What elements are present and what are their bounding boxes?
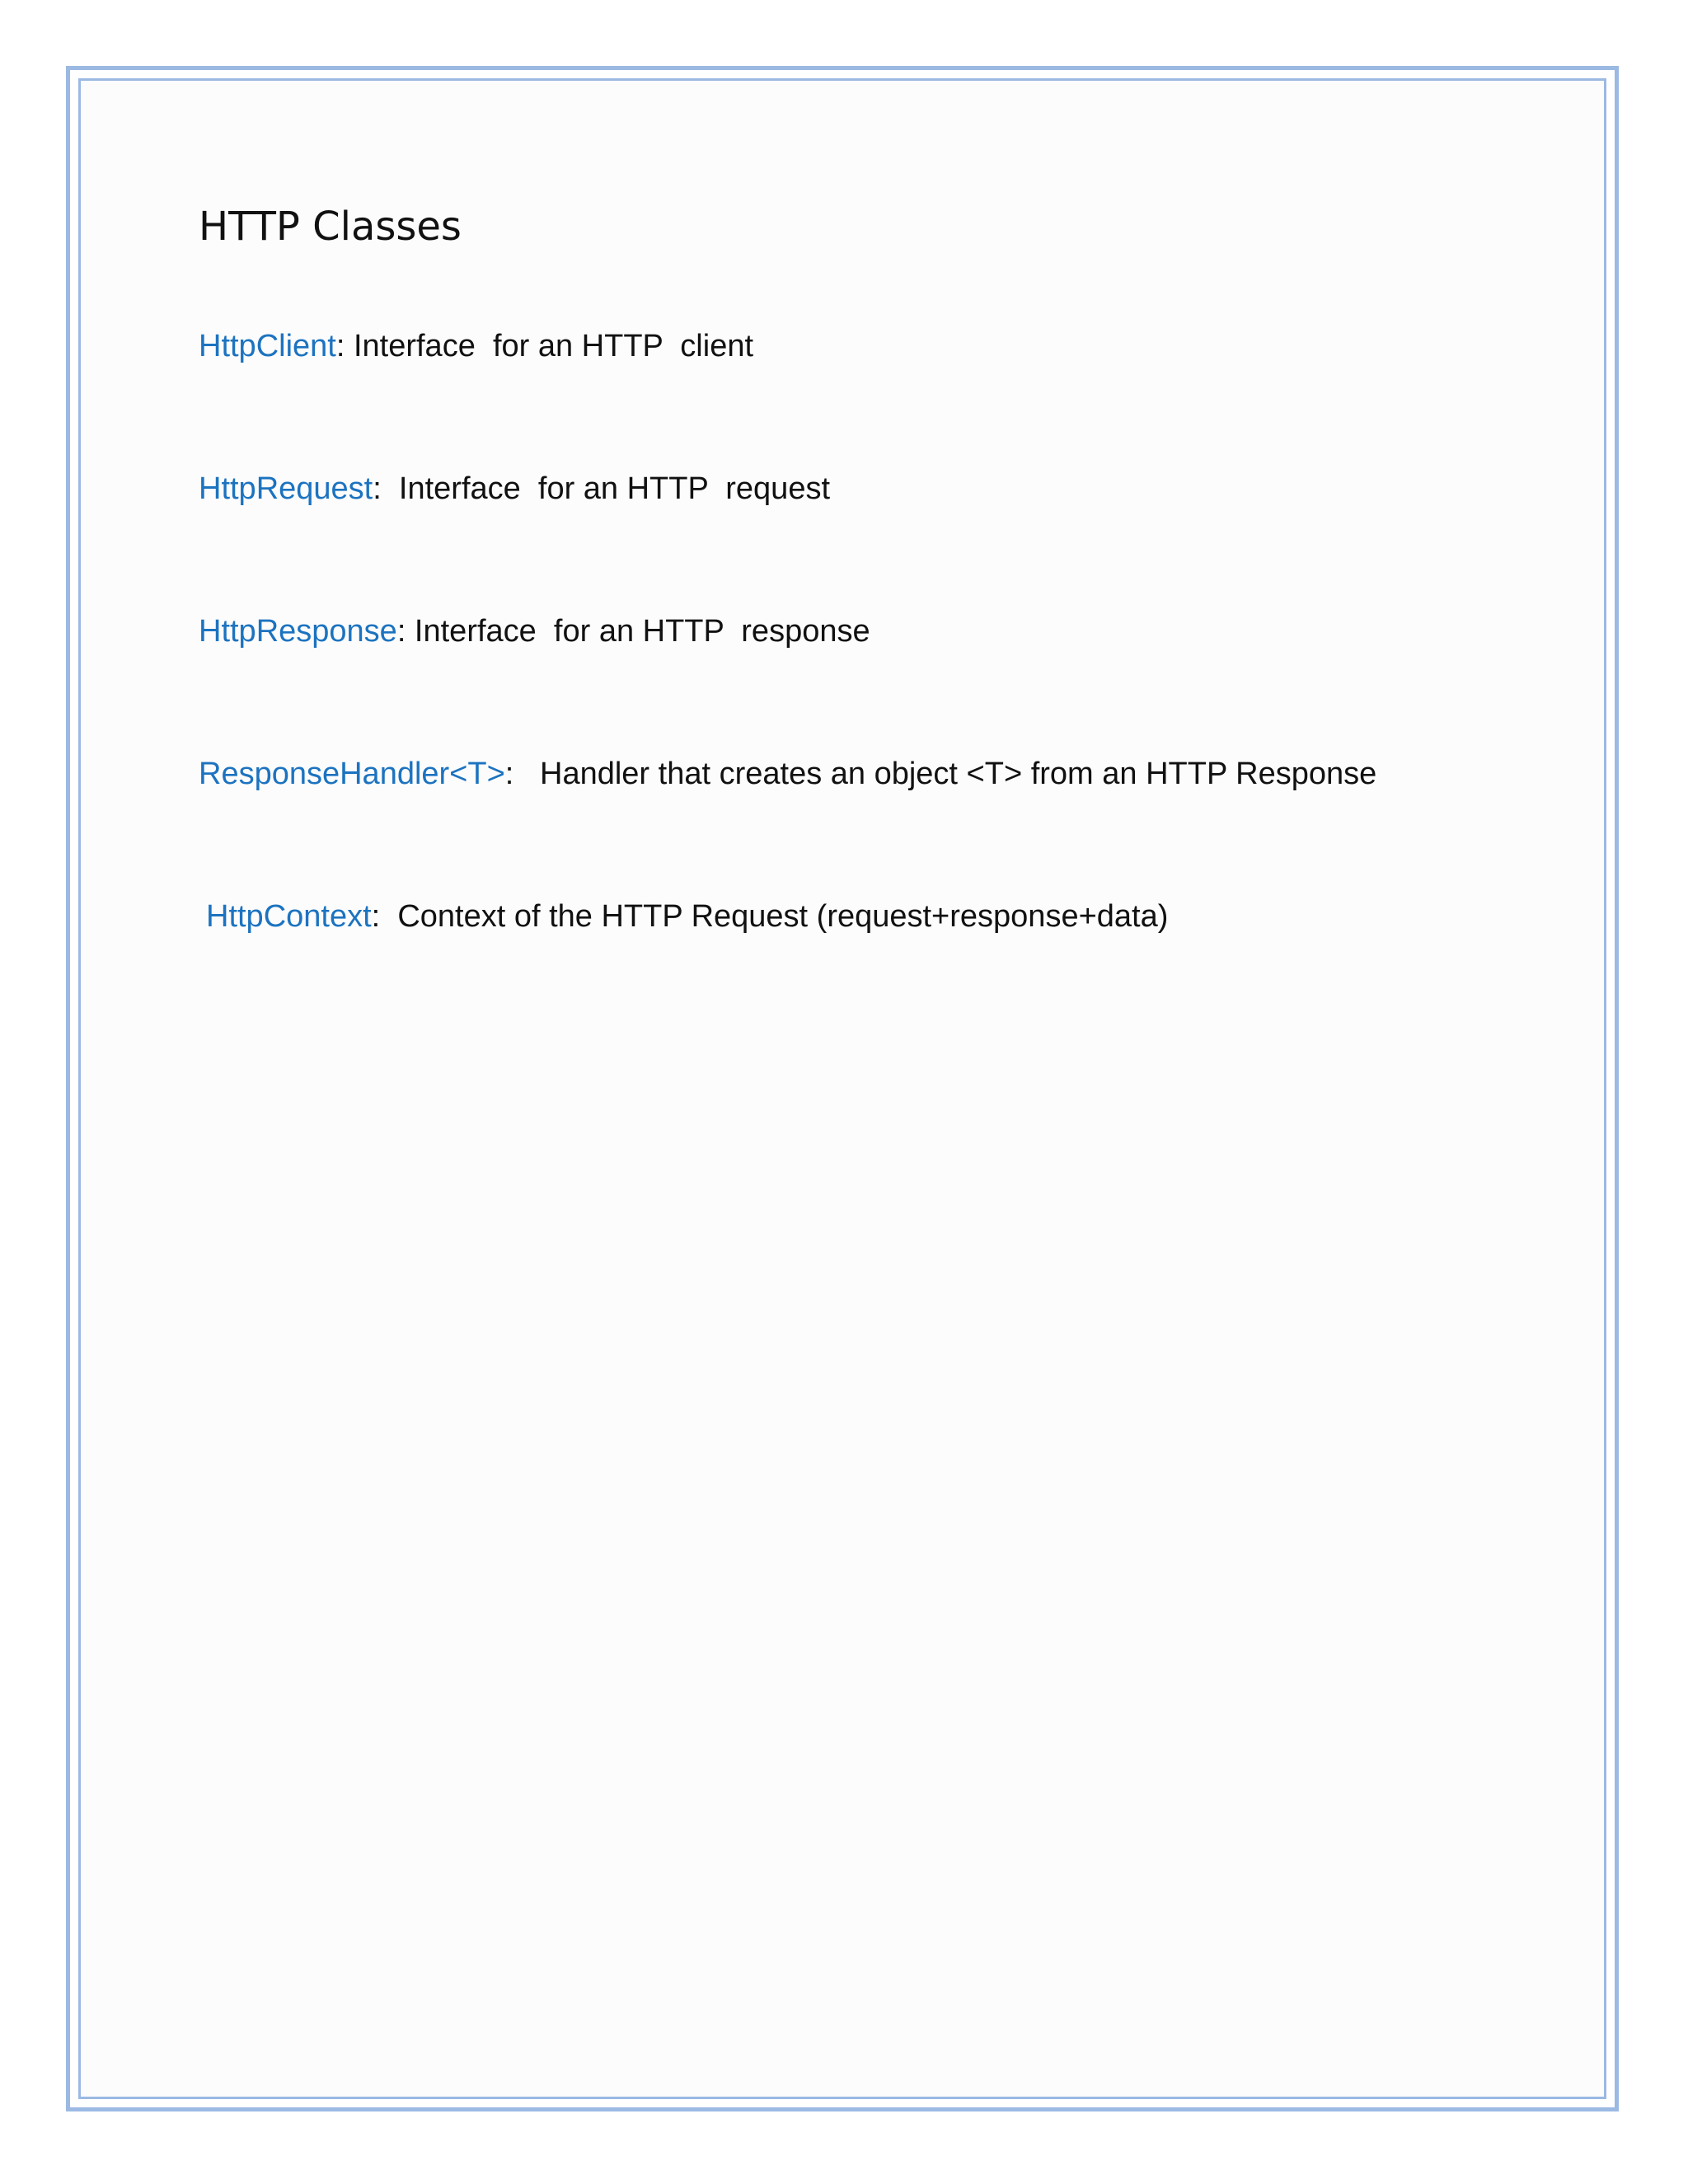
class-name: HttpResponse (199, 614, 397, 649)
class-entry-httpclient (199, 326, 753, 366)
class-name: HttpContext (206, 899, 372, 934)
class-description: Interface for an HTTP request (381, 471, 831, 506)
class-entry-httpresponse (199, 612, 870, 651)
class-description: Interface for an HTTP response (406, 614, 870, 649)
class-separator: : (335, 329, 345, 363)
class-name: ResponseHandler<T> (199, 757, 505, 791)
page-title: HTTP Classes (199, 204, 462, 250)
class-description: Handler that creates an object <T> from an HTTP Response (513, 757, 1377, 791)
class-entry-httprequest (199, 469, 830, 509)
class-name: HttpRequest (199, 471, 373, 506)
class-separator: : (371, 899, 381, 934)
class-separator: : (504, 757, 514, 791)
class-description: Interface for an HTTP client (345, 329, 754, 363)
page-border-inner (78, 78, 1606, 2099)
class-entry-httpcontext (206, 897, 1168, 936)
class-name: HttpClient (199, 329, 336, 363)
class-description: Context of the HTTP Request (request+response+data) (380, 899, 1169, 934)
class-entry-responsehandler (199, 754, 1376, 794)
class-separator: : (373, 471, 382, 506)
class-separator: : (396, 614, 406, 649)
